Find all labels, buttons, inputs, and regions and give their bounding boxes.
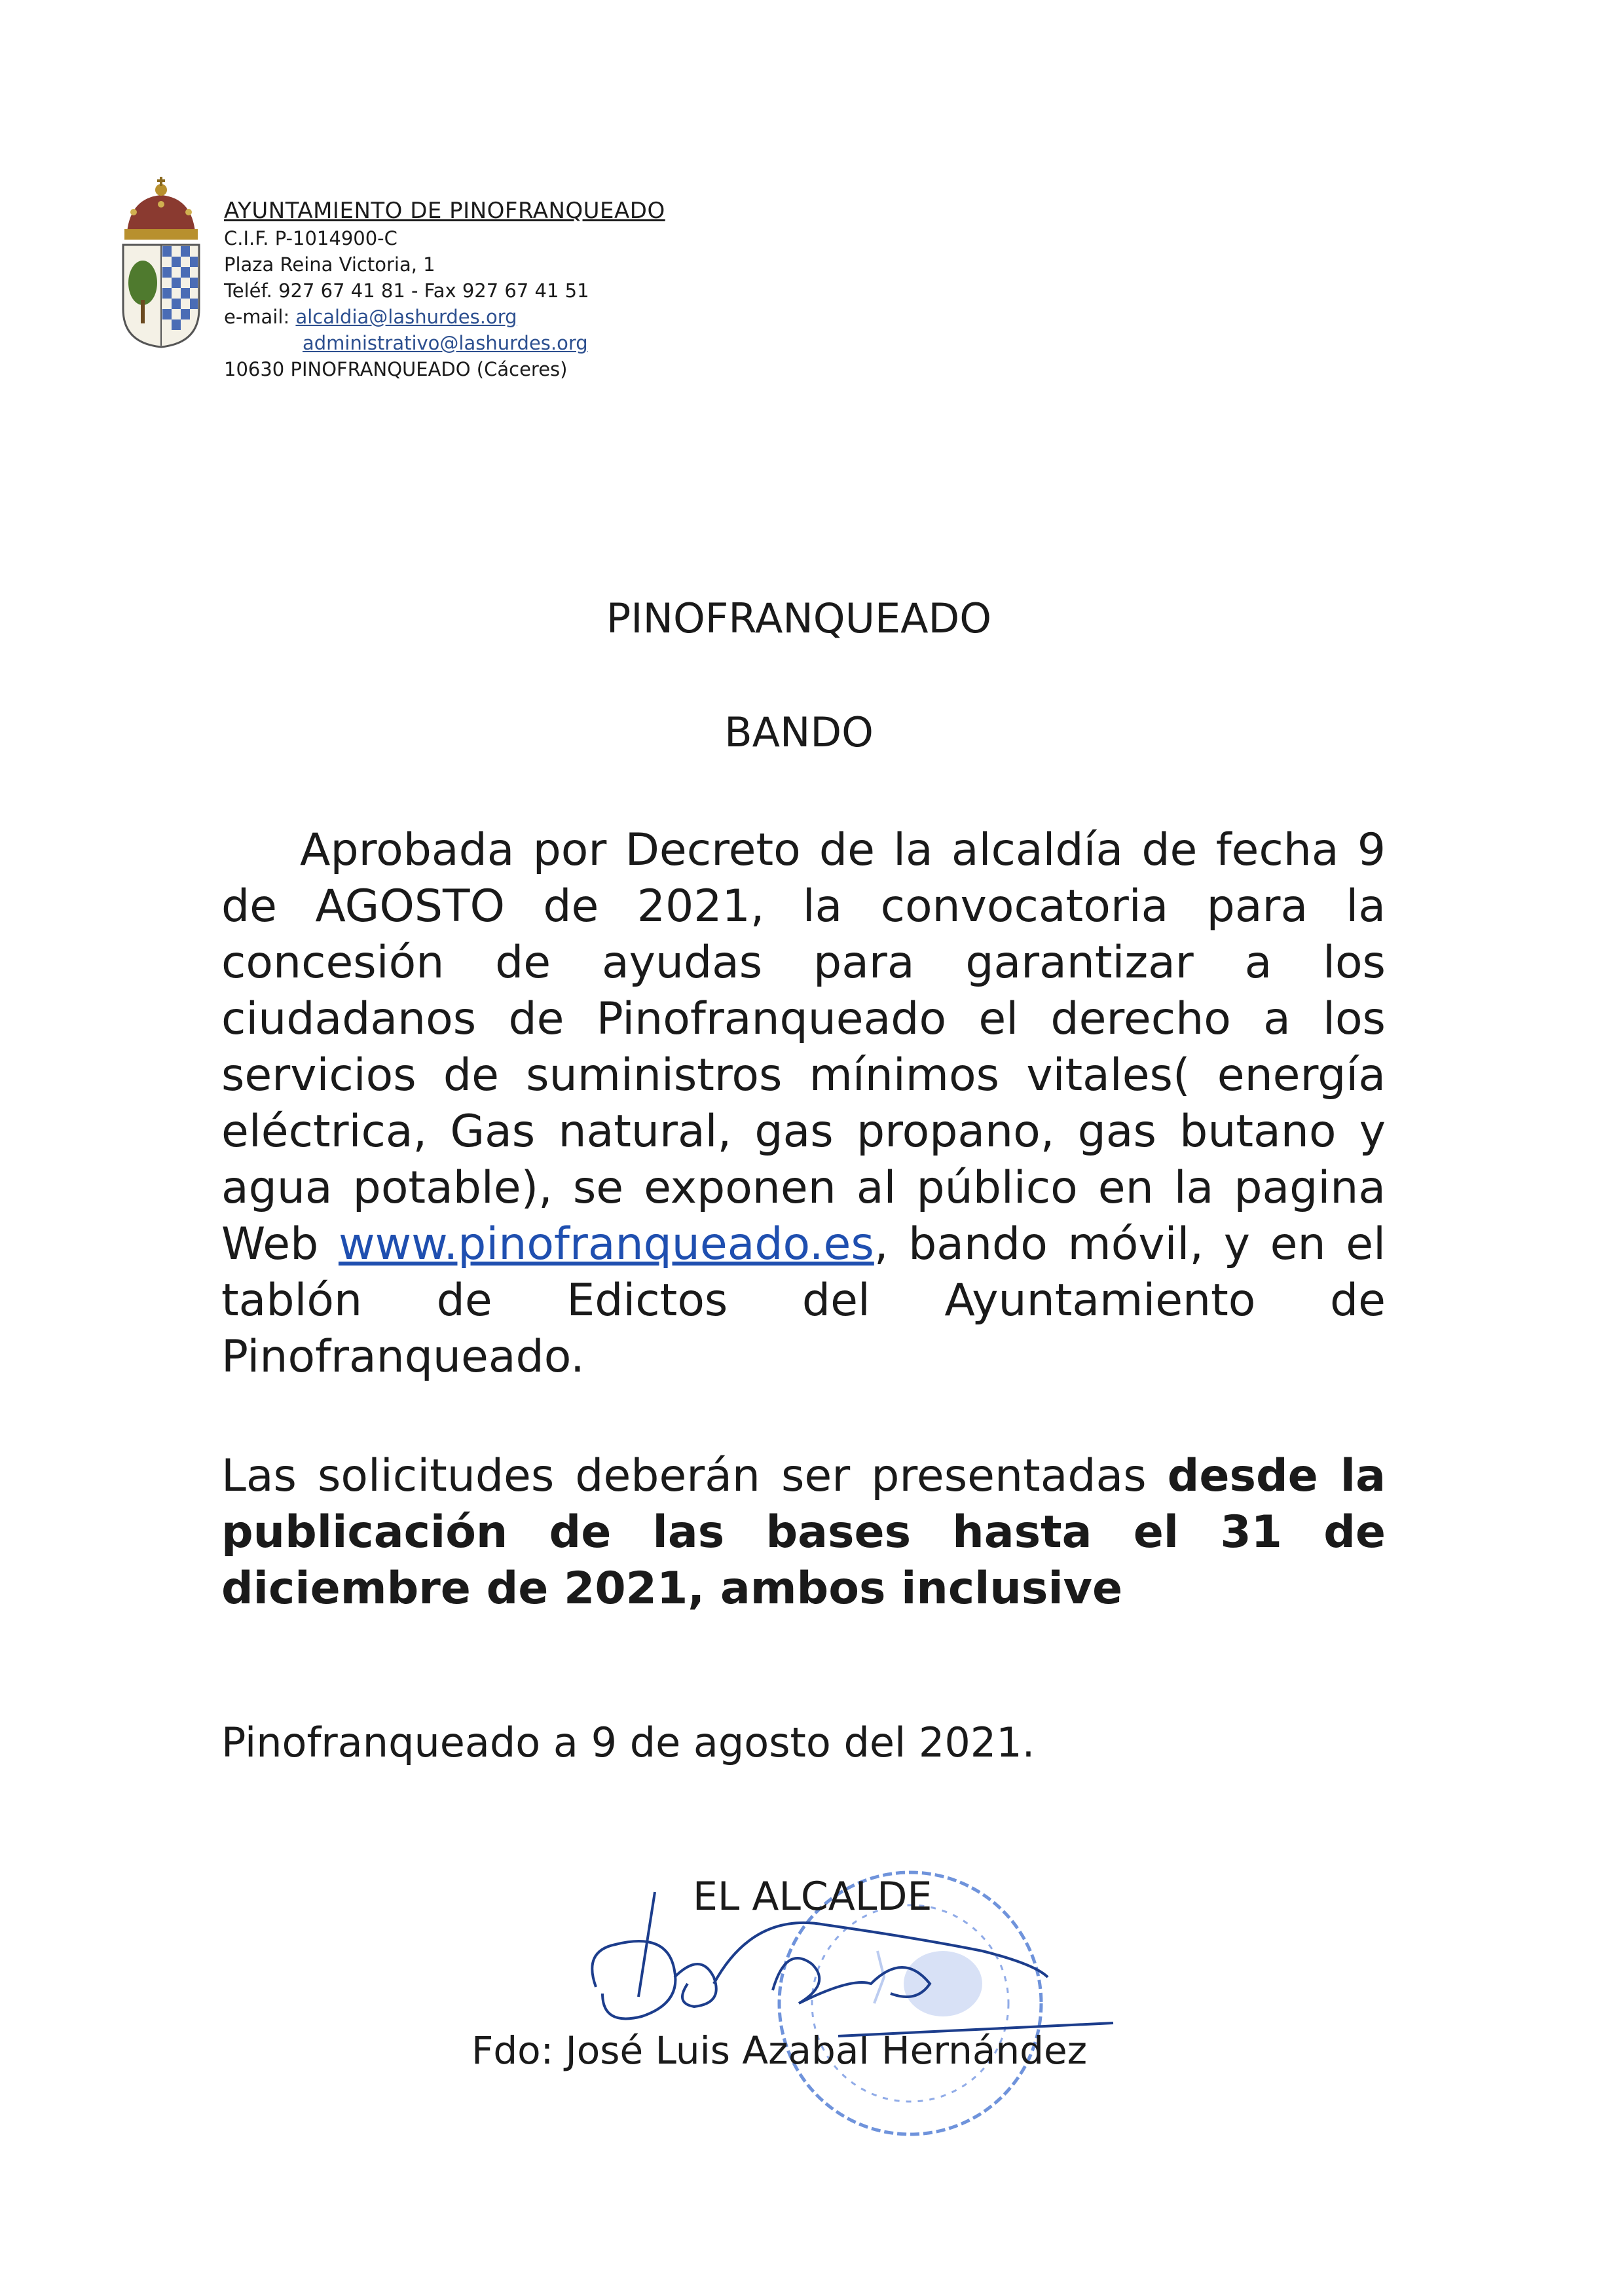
- paragraph2-text: Las solicitudes deberán ser presentadas: [221, 1450, 1168, 1502]
- cif: C.I.F. P-1014900-C: [224, 227, 397, 249]
- email-row: [224, 304, 665, 330]
- document-title: PINOFRANQUEADO: [606, 594, 992, 642]
- date-line: Pinofranqueado a 9 de agosto del 2021.: [221, 1719, 1035, 1766]
- document-subtitle: BANDO: [724, 708, 874, 756]
- email-row-2: [224, 330, 665, 356]
- main-paragraph: [221, 822, 1386, 1385]
- organization-name: AYUNTAMIENTO DE PINOFRANQUEADO: [224, 198, 665, 224]
- deadline-paragraph: [221, 1448, 1386, 1617]
- handwritten-signature-icon: [576, 1872, 1139, 2082]
- signature-title: EL ALCALDE: [693, 1874, 932, 1920]
- email-link-alcaldia[interactable]: alcaldia@lashurdes.org: [295, 306, 517, 328]
- email-link-administrativo[interactable]: administrativo@lashurdes.org: [303, 332, 588, 354]
- paragraph1-text-b: , bando móvil, y en el tablón de Edictos del Ayuntamiento de Pinofranqueado.: [221, 1218, 1386, 1383]
- letterhead: [224, 196, 665, 382]
- address: Plaza Reina Victoria, 1: [224, 253, 435, 276]
- municipal-coat-of-arms-icon: [118, 172, 204, 350]
- email-label: e-mail:: [224, 306, 296, 328]
- city-postal: 10630 PINOFRANQUEADO (Cáceres): [224, 358, 568, 380]
- signatory-name: Fdo: José Luis Azabal Hernández: [471, 2028, 1088, 2073]
- phone-fax: Teléf. 927 67 41 81 - Fax 927 67 41 51: [224, 280, 589, 302]
- deadline-bold-text: desde la publicación de las bases hasta el 31 de diciembre de 2021, ambos inclusive: [221, 1450, 1386, 1614]
- paragraph1-text-a: Aprobada por Decreto de la alcaldía de fecha 9 de AGOSTO de 2021, la convocatoria para la concesión de ayudas para garantizar a los ciudadanos de Pinofranqueado el derecho a los servicios de suministros mínimos vitales( energía eléctrica, Gas natural, gas propano, gas butano y agua potable), se exponen al público en la pagina Web: [221, 824, 1386, 1270]
- website-link[interactable]: www.pinofranqueado.es: [338, 1218, 874, 1270]
